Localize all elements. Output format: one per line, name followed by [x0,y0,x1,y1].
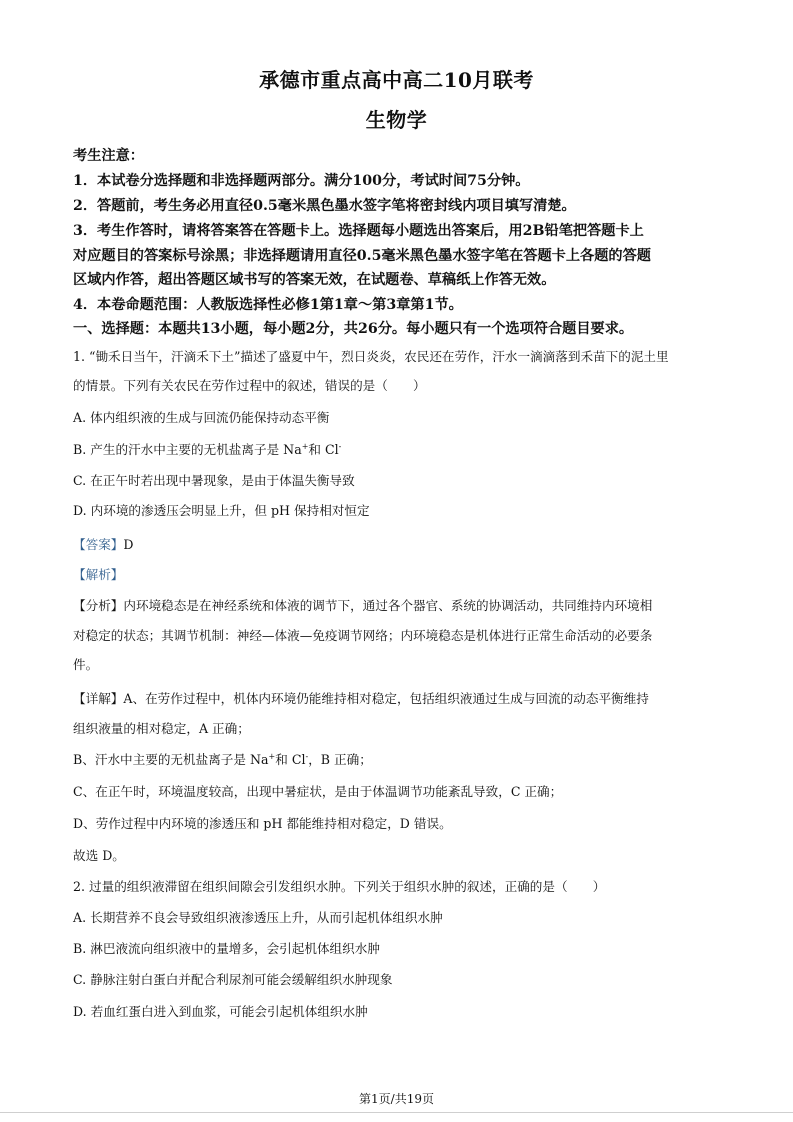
q1-option-b-text: B. 产生的汗水中主要的无机盐离子是 Na [73,442,302,457]
q1-answer [73,536,733,554]
detail-label: 【详解】 [73,691,124,706]
q1-option-d: D. 内环境的渗透压会明显上升，但 pH 保持相对恒定 [73,503,370,518]
q1-detail-line1 [73,690,733,708]
exam-title: 承德市重点高中高二10月联考 [259,68,534,92]
analysis-label: 【解析】 [73,567,124,582]
q1-option-b-sup: + [301,441,309,451]
q2-option-c: C. 静脉注射白蛋白并配合利尿剂可能会缓解组织水肿现象 [73,972,393,987]
q1-option-c: C. 在正午时若出现中暑现象，是由于体温失衡导致 [73,473,355,488]
q1-option-b-sup2: - [338,441,342,451]
q1-stem-line2: 的情景。下列有关农民在劳作过程中的叙述，错误的是（ ） [73,378,426,393]
notice-item-2: 2．答题前，考生务必用直径0.5毫米黑色墨水签字笔将密封线内项目填写清楚。 [73,198,576,214]
q1-fenxi-line2: 对稳定的状态；其调节机制：神经—体液—免疫调节网络；内环境稳态是机体进行正常生命活动的必要条 [73,628,653,643]
footer-divider [0,1112,793,1113]
subject-title: 生物学 [365,108,428,132]
section-heading: 一、选择题：本题共13小题，每小题2分，共26分。每小题只有一个选项符合题目要求。 [73,321,634,337]
notice-item-3: 3．考生作答时，请将答案答在答题卡上。选择题每小题选出答案后，用2B铅笔把答题卡上 [73,223,644,239]
detail-b-sup: + [268,751,276,761]
q1-stem-line1: 1. “锄禾日当午，汗滴禾下土”描述了盛夏中午，烈日炎炎，农民还在劳作，汗水一滴滴落到禾苗下的泥土里 [73,349,669,364]
q1-conclusion: 故选 D。 [73,848,125,863]
answer-value: D [123,537,134,552]
notice-item-3-cont2: 区域内作答，超出答题区域书写的答案无效，在试题卷、草稿纸上作答无效。 [73,272,556,288]
q2-stem: 2. 过量的组织液滞留在组织间隙会引发组织水肿。下列关于组织水肿的叙述，正确的是（ ） [73,879,606,894]
notice-item-1: 1．本试卷分选择题和非选择题两部分。满分100分，考试时间75分钟。 [73,173,530,189]
detail-b-text: B、汗水中主要的无机盐离子是 Na [73,752,269,767]
page-number: 第1页/共19页 [359,1092,434,1106]
q1-detail-c: C、在正午时，环境温度较高，出现中暑症状，是由于体温调节功能紊乱导致，C 正确； [73,784,563,799]
detail-b-text3: ，B 正确； [308,752,372,767]
fenxi-text: 内环境稳态是在神经系统和体液的调节下，通过各个器官、系统的协调活动，共同维持内环境相 [123,598,653,613]
detail-text: A、在劳作过程中，机体内环境仍能维持相对稳定，包括组织液通过生成与回流的动态平衡维持 [123,691,649,706]
q2-option-d: D. 若血红蛋白进入到血浆，可能会引起机体组织水肿 [73,1004,368,1019]
q1-detail-line2: 组织液量的相对稳定，A 正确； [73,721,250,736]
detail-b-text2: 和 Cl [275,752,306,767]
q1-option-b [73,441,733,459]
answer-label: 【答案】 [73,537,124,552]
q2-option-b: B. 淋巴液流向组织液中的量增多，会引起机体组织水肿 [73,941,380,956]
q1-fenxi-line1 [73,597,733,615]
notice-item-3-cont1: 对应题目的答案标号涂黑；非选择题请用直径0.5毫米黑色墨水签字笔在答题卡上各题的答题 [73,248,651,264]
q1-detail-d: D、劳作过程中内环境的渗透压和 pH 都能维持相对稳定，D 错误。 [73,816,452,831]
detail-b-sup2: - [305,751,309,761]
q2-option-a: A. 长期营养不良会导致组织液渗透压上升，从而引起机体组织水肿 [73,910,443,925]
q1-option-a: A. 体内组织液的生成与回流仍能保持动态平衡 [73,410,330,425]
notice-item-4: 4．本卷命题范围：人教版选择性必修1第1章～第3章第1节。 [73,297,463,313]
q1-detail-b [73,751,733,769]
q1-option-b-text2: 和 Cl [308,442,339,457]
notice-heading: 考生注意： [73,148,144,164]
q1-fenxi-line3: 件。 [73,657,99,672]
fenxi-label: 【分析】 [73,598,124,613]
